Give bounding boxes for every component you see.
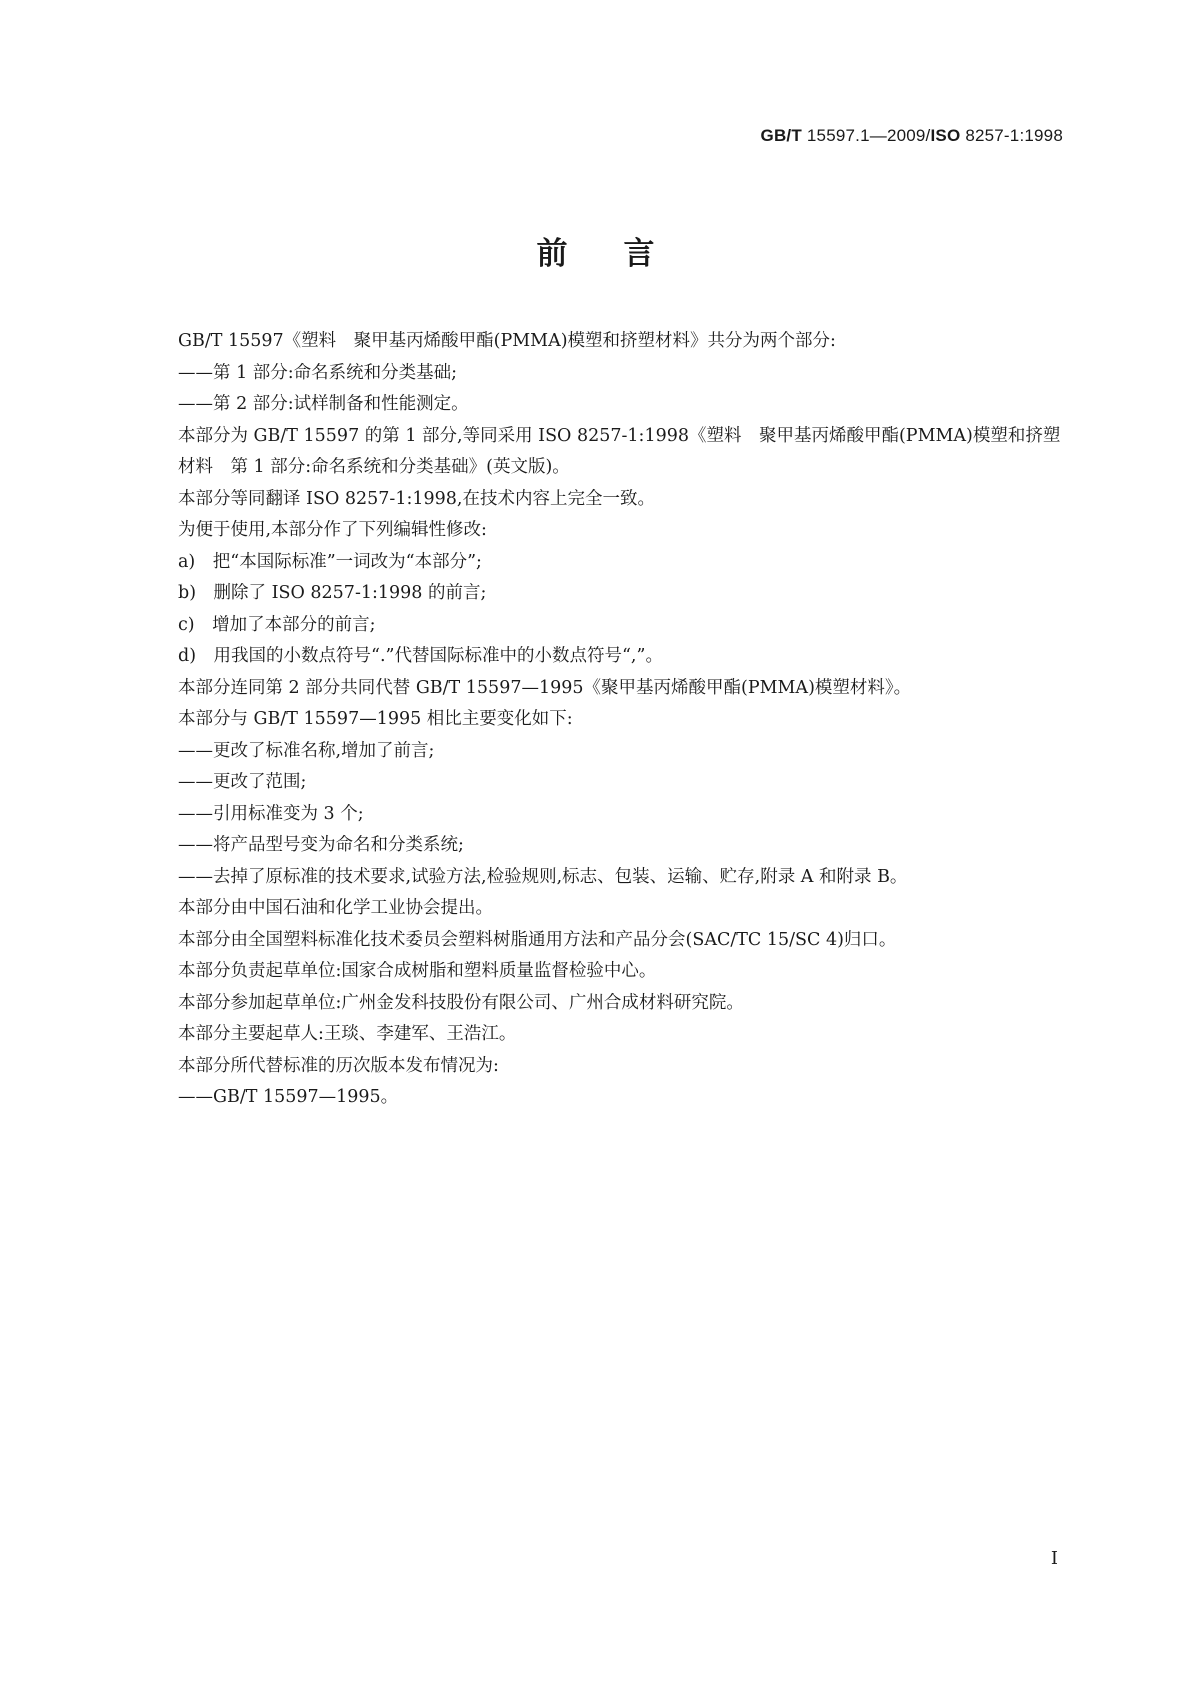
paragraph: GB/T 15597《塑料 聚甲基丙烯酸甲酯(PMMA)模塑和挤塑材料》共分为两个部分: [178, 331, 836, 351]
foreword-body [178, 326, 1063, 1114]
paragraph: 本部分等同翻译 ISO 8257-1:1998,在技术内容上完全一致。 [178, 488, 655, 509]
list-item: ——第 1 部分:命名系统和分类基础; [178, 362, 458, 383]
paragraph: 本部分与 GB/T 15597—1995 相比主要变化如下: [178, 709, 573, 729]
gb-prefix: GB/T [760, 126, 802, 145]
standard-code [761, 126, 1063, 146]
paragraph: 本部分参加起草单位:广州金发科技股份有限公司、广州合成材料研究院。 [178, 992, 744, 1013]
gb-number: 15597.1—2009/ [806, 126, 931, 145]
paragraph: 本部分连同第 2 部分共同代替 GB/T 15597—1995《聚甲基丙烯酸甲酯(PMMA)模塑材料》。 [178, 677, 912, 698]
list-item: ——GB/T 15597—1995。 [178, 1087, 399, 1107]
list-item: d) 用我国的小数点符号“.”代替国际标准中的小数点符号“,”。 [178, 646, 663, 666]
list-item: ——将产品型号变为命名和分类系统; [178, 835, 464, 855]
paragraph: 本部分负责起草单位:国家合成树脂和塑料质量监督检验中心。 [178, 961, 657, 981]
paragraph: 本部分主要起草人:王琰、李建军、王浩江。 [178, 1024, 517, 1044]
page-title: 前言 [536, 236, 711, 272]
paragraph: 本部分由中国石油和化学工业协会提出。 [178, 898, 493, 918]
list-item: ——引用标准变为 3 个; [178, 803, 364, 824]
list-item: ——第 2 部分:试样制备和性能测定。 [178, 394, 469, 414]
list-item: ——去掉了原标准的技术要求,试验方法,检验规则,标志、包装、运输、贮存,附录 A 和附录 B。 [178, 866, 908, 887]
list-item: a) 把“本国际标准”一词改为“本部分”; [178, 551, 482, 572]
paragraph: 本部分为 GB/T 15597 的第 1 部分,等同采用 ISO 8257-1:1998《塑料 聚甲基丙烯酸甲酯(PMMA)模塑和挤塑材料 第 1 部分:命名系统和分类基础》(英文版)。 [178, 425, 1061, 477]
paragraph: 本部分由全国塑料标准化技术委员会塑料树脂通用方法和产品分会(SAC/TC 15/SC 4)归口。 [178, 929, 897, 950]
list-item: c) 增加了本部分的前言; [178, 614, 376, 635]
iso-number: 8257-1:1998 [965, 126, 1063, 145]
page-number: I [1050, 1548, 1058, 1569]
paragraph: 本部分所代替标准的历次版本发布情况为: [178, 1055, 499, 1076]
list-item: ——更改了范围; [178, 772, 307, 792]
iso-prefix: ISO [930, 126, 961, 145]
paragraph: 为便于使用,本部分作了下列编辑性修改: [178, 520, 487, 540]
list-item: ——更改了标准名称,增加了前言; [178, 740, 435, 761]
list-item: b) 删除了 ISO 8257-1:1998 的前言; [178, 583, 487, 603]
